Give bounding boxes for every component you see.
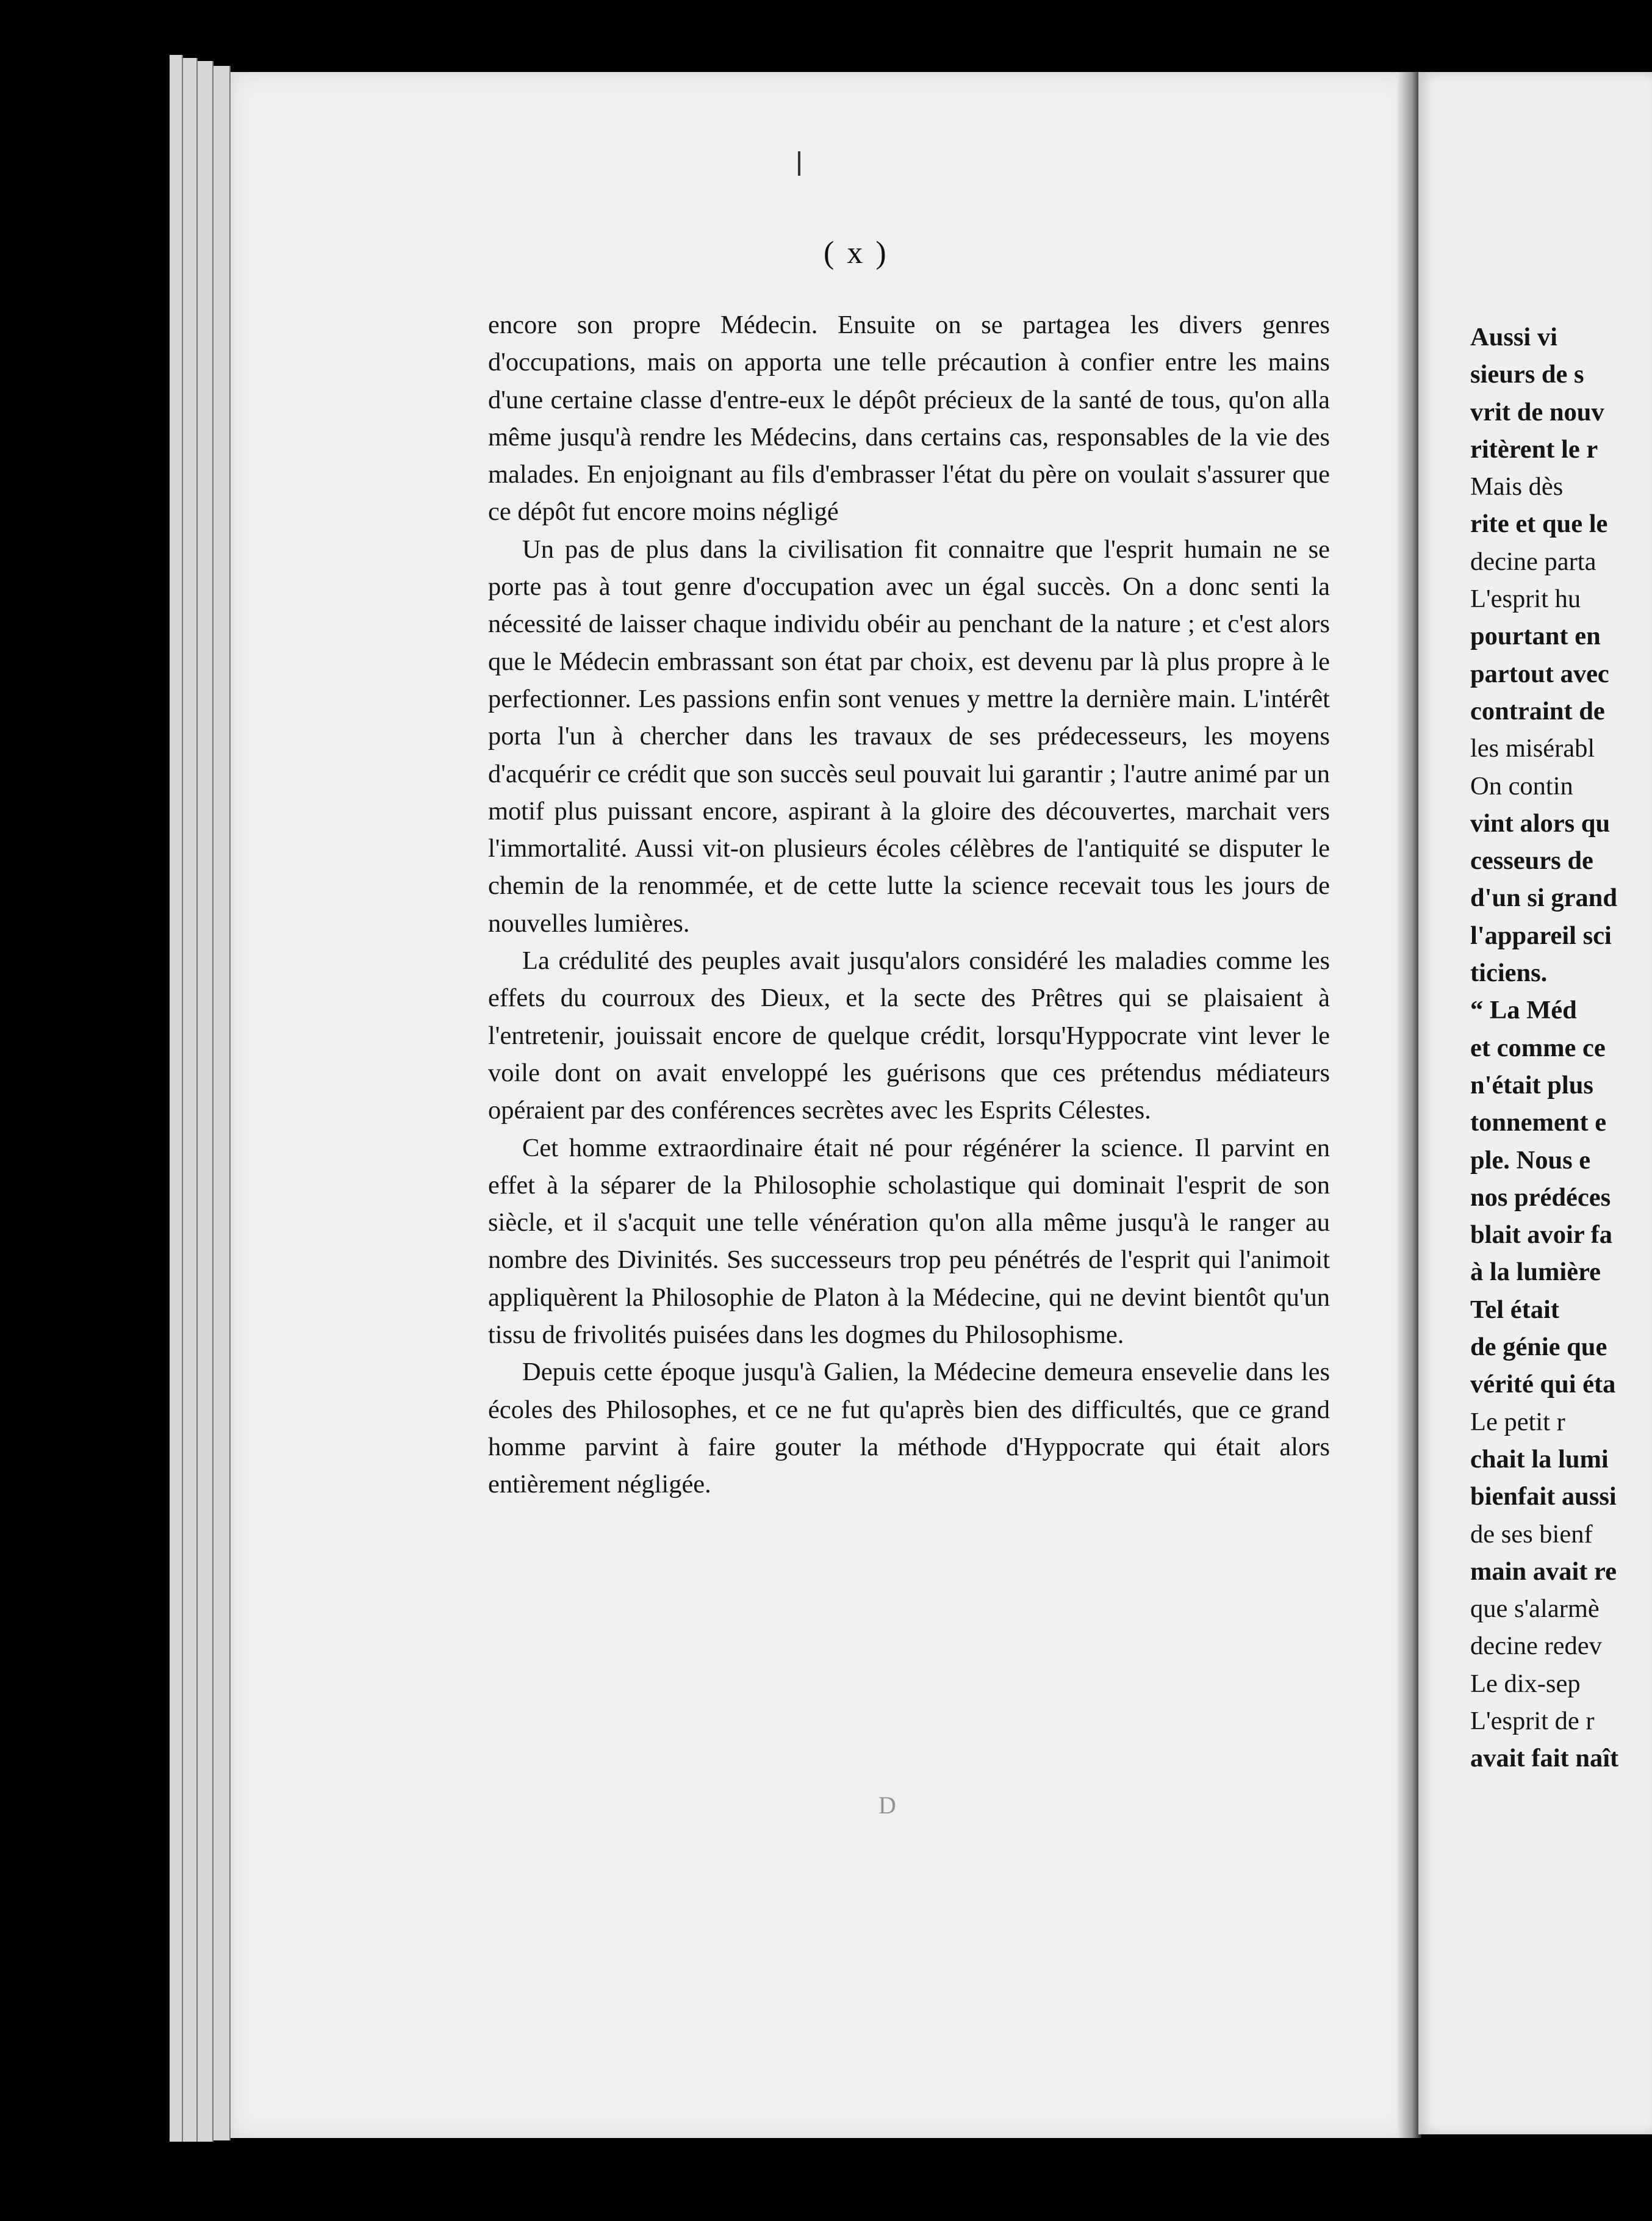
- text-line: les misérabl: [1470, 734, 1595, 763]
- text-line: decine parta: [1470, 547, 1596, 576]
- text-line: ple. Nous e: [1470, 1145, 1591, 1175]
- text-line: blait avoir fa: [1470, 1220, 1612, 1250]
- text-line: partout avec: [1470, 659, 1609, 688]
- paragraph: Cet homme extraordinaire était né pour régénérer la science. Il parvint en effet à la séparer de la Philosophie scholastique qui dominait l'esprit de son siècle, et il s'acquit une telle vénération qu'on alla même jusqu'à le ranger au nombre des Divinités. Ses successeurs trop peu pénétrés de l'esprit qui l'animoit appliquèrent la Philosophie de Platon à la Médecine, qui ne devint bientôt qu'un tissu de frivolités puisées dans les dogmes du Philosophisme.: [488, 1133, 1330, 1350]
- text-line: chait la lumi: [1470, 1444, 1609, 1474]
- text-line: et comme ce: [1470, 1033, 1606, 1062]
- text-line: d'un si grand: [1470, 884, 1617, 913]
- text-line: decine redev: [1470, 1632, 1602, 1661]
- text-line: avait fait naît: [1470, 1744, 1619, 1773]
- text-line: tonnement e: [1470, 1108, 1607, 1137]
- page-edge: [214, 66, 231, 2140]
- book-gutter: [1397, 72, 1421, 2138]
- text-line: bienfait aussi: [1470, 1482, 1617, 1511]
- text-line: On contin: [1470, 771, 1573, 801]
- text-line: sieurs de s: [1470, 360, 1584, 389]
- text-line: Le petit r: [1470, 1407, 1565, 1436]
- text-line: vrit de nouv: [1470, 397, 1604, 427]
- text-line: Mais dès: [1470, 472, 1564, 502]
- text-line: l'appareil sci: [1470, 921, 1612, 950]
- paragraph: La crédulité des peuples avait jusqu'alors considéré les maladies comme les effets du courroux des Dieux, et la secte des Prêtres qui se plaisaient à l'entretenir, jouissait encore de quelque crédit, lorsqu'Hyppocrate vint lever le voile dont on avait enveloppé les guérisons que ces prétendus médiateurs opéraient par des conférences secrètes avec les Esprits Célestes.: [488, 946, 1330, 1125]
- text-line: ticiens.: [1470, 959, 1548, 988]
- text-line: rite et que le: [1470, 509, 1608, 539]
- left-page-text: [488, 306, 1330, 1503]
- signature-mark: [488, 1791, 1330, 1820]
- page-edge: [170, 55, 183, 2142]
- text-line: n'était plus: [1470, 1070, 1593, 1100]
- text-line: L'esprit hu: [1470, 585, 1581, 614]
- page-edge: [198, 61, 214, 2142]
- text-line: “ La Méd: [1470, 996, 1577, 1025]
- text-line: à la lumière: [1470, 1258, 1601, 1287]
- paragraph: encore son propre Médecin. Ensuite on se partagea les divers genres d'occupations, mais on apporta une telle précaution à confier entre les mains d'une certaine classe d'entre-eux le dépôt précieux de la santé de tous, qu'on alla même jusqu'à rendre les Médecins, dans certains cas, responsables de la vie des malades. En enjoignant au fils d'embrasser l'état du père on voulait s'assurer que ce dépôt fut encore moins négligé: [488, 311, 1330, 527]
- signature-letter: D: [878, 1791, 897, 1819]
- text-line: cesseurs de: [1470, 846, 1593, 876]
- paragraph: Un pas de plus dans la civilisation fit connaitre que l'esprit humain ne se porte pas à tout genre d'occupation avec un égal succès. On a donc senti la nécessité de laisser chaque individu obéir au penchant de la nature ; et c'est alors que le Médecin embrassant son état par choix, est devenu par là plus propre à le perfectionner. Les passions enfin sont venues y mettre la dernière main. L'intérêt porta l'un à chercher dans les travaux de ses prédecesseurs, les moyens d'acquérir ce crédit que son succès seul pouvait lui garantir ; l'autre animé par un motif plus puissant encore, aspirant à la gloire des découvertes, marchait vers l'immortalité. Aussi vit-on plusieurs écoles célèbres de l'antiquité se disputer le chemin de la renommée, et de cette lutte la science recevait tous les jours de nouvelles lumières.: [488, 535, 1330, 938]
- text-line: pourtant en: [1470, 622, 1601, 651]
- text-line: Le dix-sep: [1470, 1669, 1581, 1698]
- text-line: L'esprit de r: [1470, 1706, 1595, 1735]
- text-line: de ses bienf: [1470, 1519, 1593, 1549]
- text-line: main avait re: [1470, 1557, 1617, 1586]
- text-line: ritèrent le r: [1470, 434, 1598, 464]
- text-line: contraint de: [1470, 696, 1605, 725]
- text-line: vérité qui éta: [1470, 1370, 1616, 1399]
- text-line: Tel était: [1470, 1295, 1559, 1324]
- text-line: vint alors qu: [1470, 808, 1611, 838]
- right-page-text: [1470, 319, 1652, 1777]
- paragraph: Depuis cette époque jusqu'à Galien, la Médecine demeura ensevelie dans les écoles des Philosophes, et ce ne fut qu'après bien des difficultés, que ce grand homme parvint à faire gouter la méthode d'Hyppocrate qui était alors entièrement négligée.: [488, 1358, 1330, 1499]
- text-line: nos prédéces: [1470, 1182, 1611, 1212]
- page-mark: [798, 151, 800, 176]
- page-edge: [183, 58, 198, 2142]
- text-line: que s'alarmè: [1470, 1594, 1600, 1624]
- text-line: de génie que: [1470, 1333, 1607, 1362]
- text-line: Aussi vi: [1470, 323, 1557, 351]
- page-number: ( x ): [824, 236, 889, 270]
